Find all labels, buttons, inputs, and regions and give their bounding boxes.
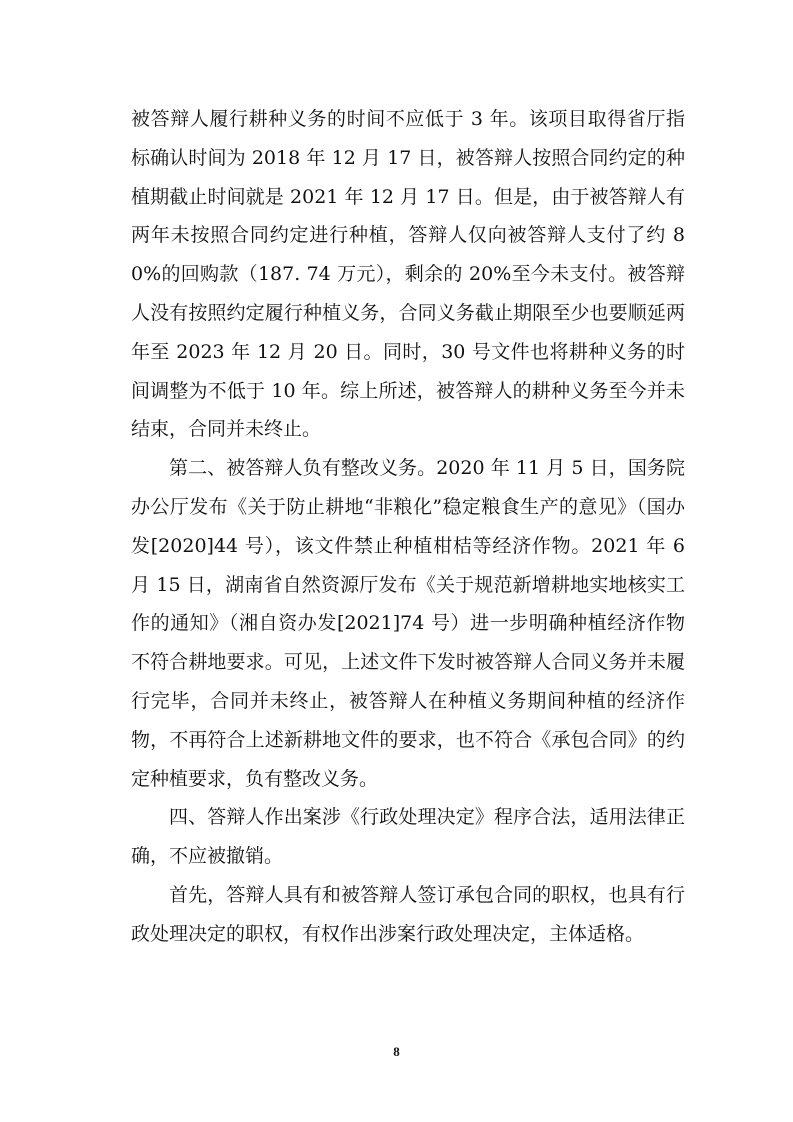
- paragraph-rectification-obligation: 第二、被答辩人负有整改义务。2020 年 11 月 5 日，国务院办公厅发布《关于防止耕地“非粮化”稳定粮食生产的意见》（国办发[2020]44 号），该文件禁止种植柑桔等经济作物。2021 年 6 月 15 日，湖南省自然资源厅发布《关于规范新增耕地实地核实工作的通知》（湘自资办发[2021]74 号）进一步明确种植经济作物不符合耕地要求。可见，上述文件下发时被答辩人合同义务并未履行完毕，合同并未终止，被答辩人在种植义务期间种植的经济作物，不再符合上述新耕地文件的要求，也不符合《承包合同》的约定种植要求，负有整改义务。: [131, 457, 685, 790]
- page-number: 8: [393, 1044, 400, 1059]
- paragraph-farming-obligation: 被答辩人履行耕种义务的时间不应低于 3 年。该项目取得省厅指标确认时间为 2018 年 12 月 17 日，被答辩人按照合同约定的种植期截止时间就是 2021 年 12 月 17 日。但是，由于被答辩人有两年未按照合同约定进行种植，答辩人仅向被答辩人支付了约 80%的回购款（187. 74 万元），剩余的 20%至今未支付。被答辩人没有按照约定履行种植义务，合同义务截止期限至少也要顺延两年至 2023 年 12 月 20 日。同时，30 号文件也将耕种义务的时间调整为不低于 10 年。综上所述，被答辩人的耕种义务至今并未结束，合同并未终止。: [131, 108, 685, 441]
- paragraph-section-four-heading: 四、答辩人作出案涉《行政处理决定》程序合法，适用法律正确，不应被撤销。: [131, 806, 685, 868]
- document-body: [131, 100, 685, 954]
- paragraph-authority: 首先，答辩人具有和被答辩人签订承包合同的职权，也具有行政处理决定的职权，有权作出涉案行政处理决定，主体适格。: [131, 883, 685, 945]
